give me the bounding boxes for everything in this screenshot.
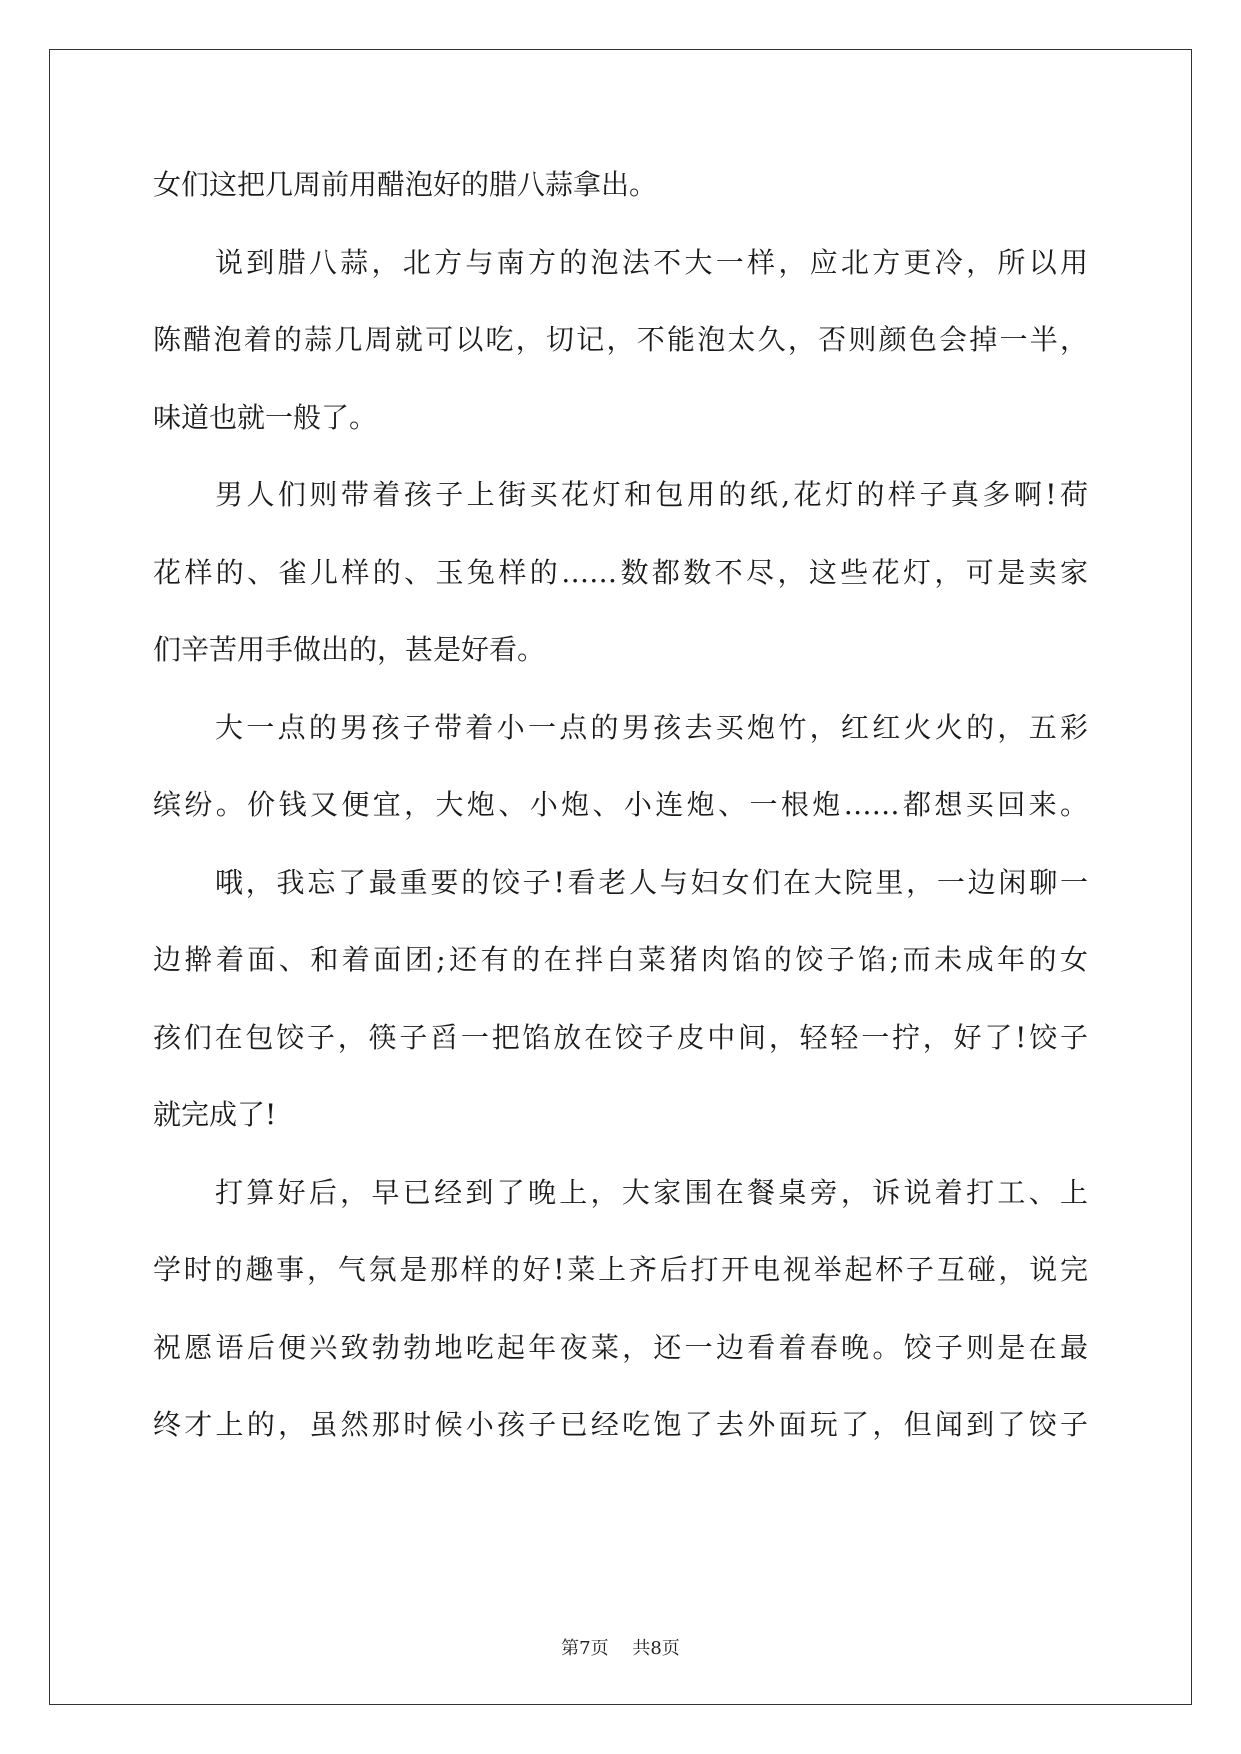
text-line: 就完成了! <box>153 1098 277 1131</box>
text-line: 女们这把几周前用醋泡好的腊八蒜拿出。 <box>153 168 658 201</box>
total-pages: 共8页 <box>632 1638 680 1659</box>
text-line: 男人们则带着孩子上街买花灯和包用的纸,花灯的样子真多啊!荷 <box>215 478 1088 511</box>
text-line: 说到腊八蒜，北方与南方的泡法不大一样，应北方更冷，所以用 <box>215 245 1088 279</box>
text-line: 大一点的男孩子带着小一点的男孩去买炮竹，红红火火的，五彩 <box>215 710 1088 744</box>
text-line: 陈醋泡着的蒜几周就可以吃，切记，不能泡太久，否则颜色会掉一半， <box>153 323 1088 356</box>
text-line: 味道也就一般了。 <box>153 400 378 434</box>
text-line: 打算好后，早已经到了晚上，大家围在餐桌旁，诉说着打工、上 <box>215 1175 1088 1209</box>
text-line: 孩们在包饺子，筷子舀一把馅放在饺子皮中间，轻轻一拧，好了!饺子 <box>153 1020 1088 1054</box>
document-body <box>153 166 1088 1484</box>
page-number: 第7页 <box>561 1638 609 1659</box>
text-line: 终才上的，虽然那时候小孩子已经吃饱了去外面玩了，但闻到了饺子 <box>153 1408 1088 1441</box>
text-line: 们辛苦用手做出的，甚是好看。 <box>153 633 546 666</box>
text-line: 花样的、雀儿样的、玉兔样的……数都数不尽，这些花灯，可是卖家 <box>153 555 1088 589</box>
text-line: 边擀着面、和着面团;还有的在拌白菜猪肉馅的饺子馅;而未成年的女 <box>153 943 1088 976</box>
text-line: 哦，我忘了最重要的饺子!看老人与妇女们在大院里，一边闲聊一 <box>215 865 1088 899</box>
text-line: 学时的趣事，气氛是那样的好!菜上齐后打开电视举起杯子互碰，说完 <box>153 1253 1088 1286</box>
page-footer <box>0 1637 1241 1661</box>
text-line: 祝愿语后便兴致勃勃地吃起年夜菜，还一边看着春晚。饺子则是在最 <box>153 1330 1088 1364</box>
text-line: 缤纷。价钱又便宜，大炮、小炮、小连炮、一根炮……都想买回来。 <box>153 788 1088 821</box>
